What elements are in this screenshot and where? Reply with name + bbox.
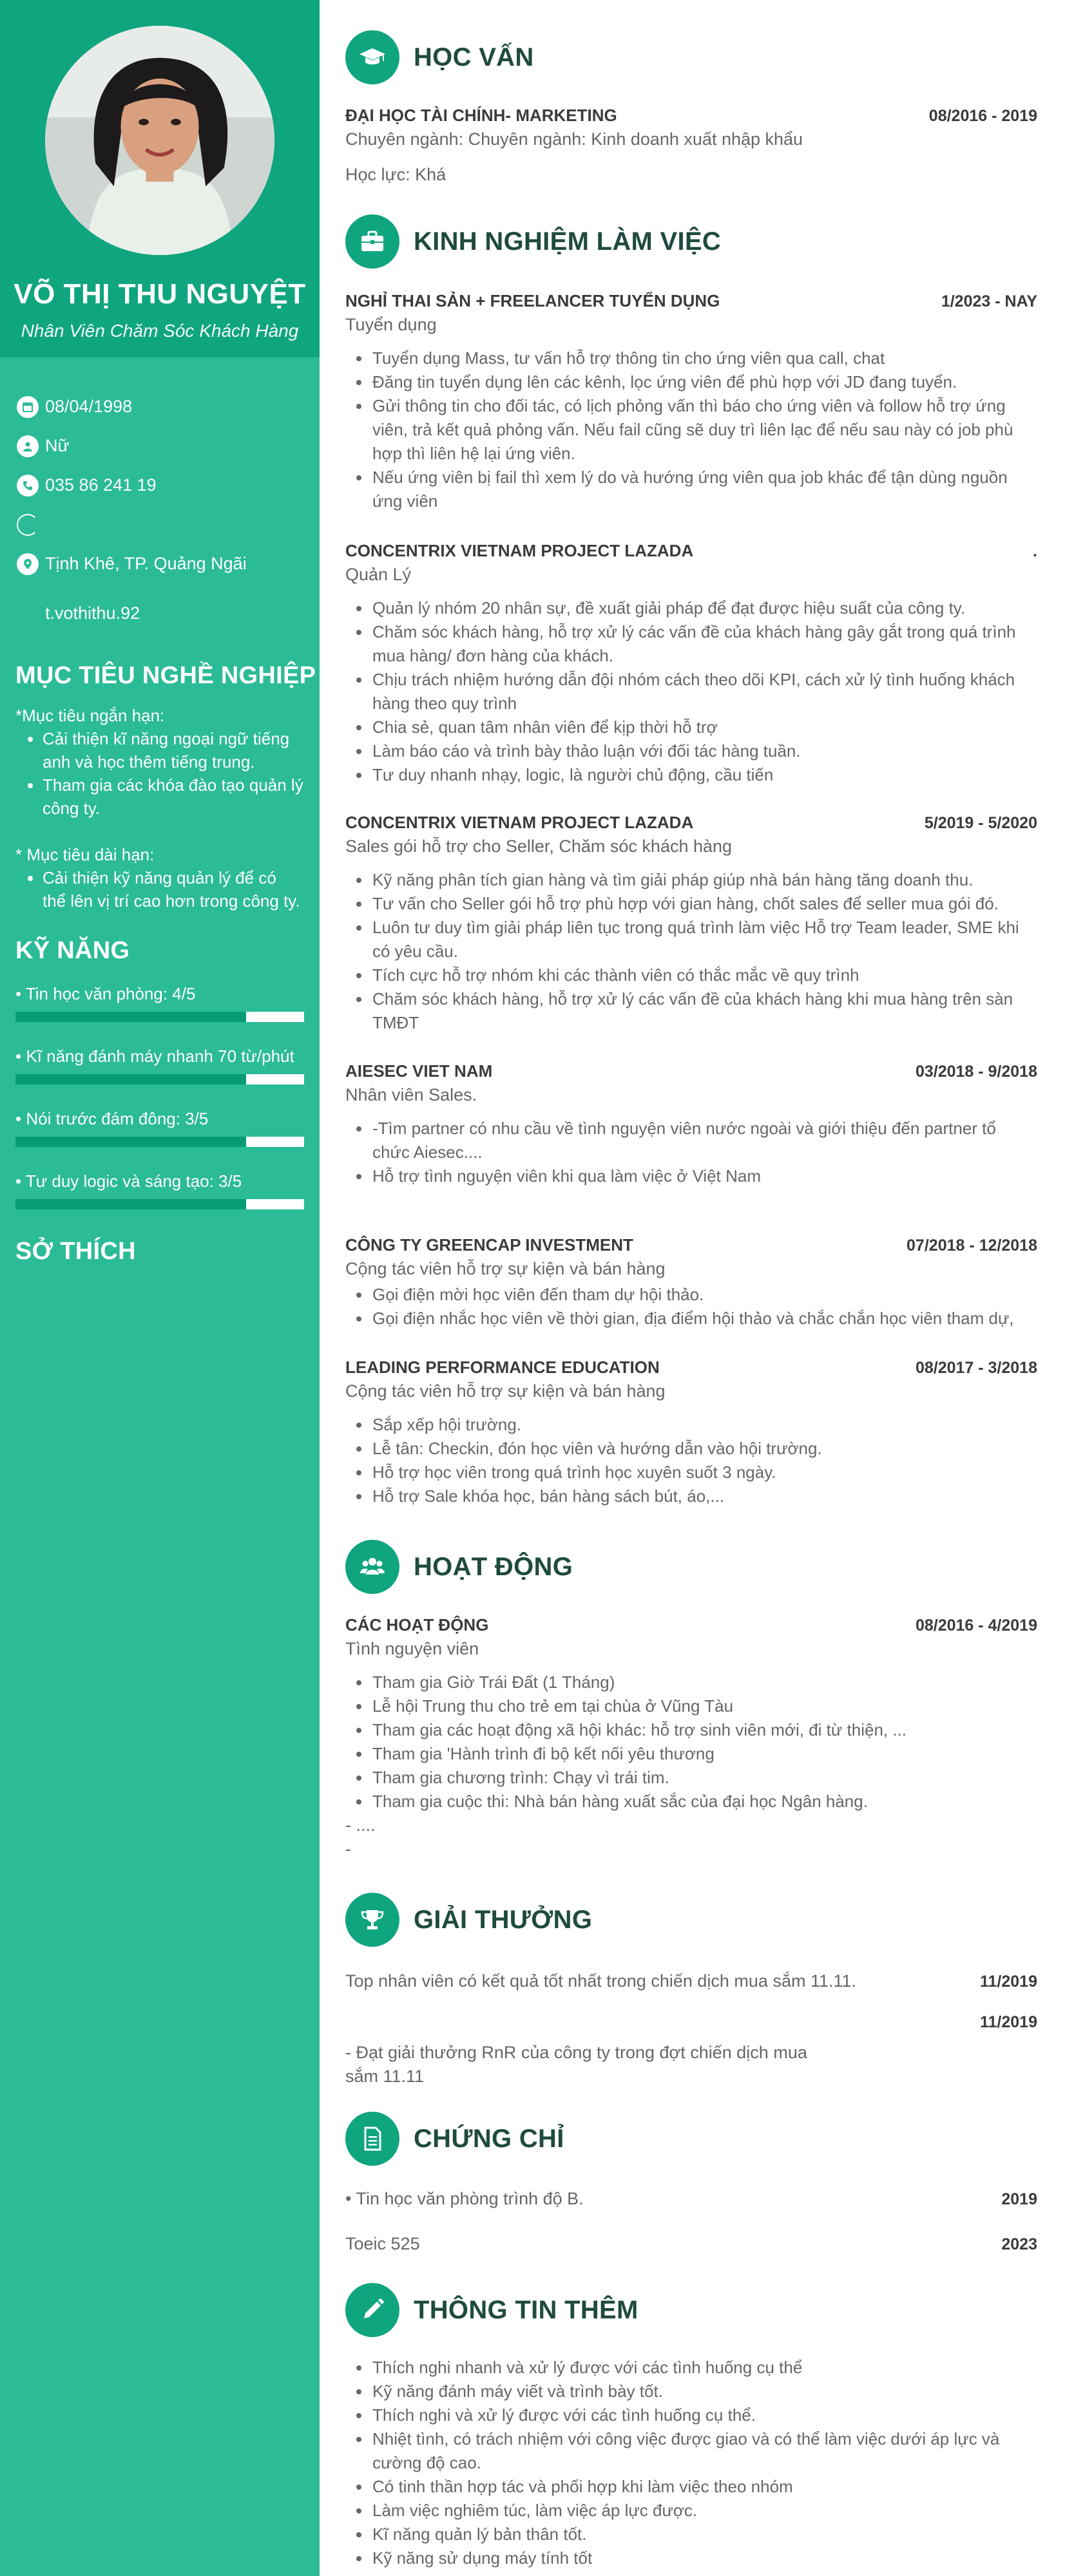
job-duties [345, 1117, 1037, 1188]
list-item: • Thích nghi và xử lý được với các tình huống cụ thể. [371, 2403, 1037, 2427]
list-item: • Có tinh thần hợp tác và phối hợp khi làm việc theo nhóm [371, 2475, 1037, 2499]
job-role: Cộng tác viên hỗ trợ sự kiện và bán hàng [345, 1381, 666, 1401]
job-date: 07/2018 - 12/2018 [907, 1236, 1037, 1255]
job-role: Nhân viên Sales. [345, 1085, 477, 1104]
more-info-entry [345, 2344, 1037, 2570]
list-item: • Kỹ năng sử dụng máy tính tốt [371, 2546, 1037, 2570]
company-name: LEADING PERFORMANCE EDUCATION [345, 1358, 660, 1377]
hobbies-heading: SỞ THÍCH [15, 1238, 136, 1265]
award-text: Top nhân viên có kết quả tốt nhất trong chiến dịch mua sắm 11.11. [345, 1971, 857, 1991]
skill-bar [15, 1012, 304, 1022]
education-heading: HỌC VẤN [414, 43, 534, 71]
experience-heading: KINH NGHIỆM LÀM VIỆC [414, 227, 722, 256]
avatar-photo [45, 26, 274, 255]
trophy-icon [345, 1893, 399, 1947]
certificate-date: 2019 [1001, 2190, 1037, 2208]
list-item: • Gửi thông tin cho đối tác, có lịch phỏng vấn thì báo cho ứng viên và follow hỗ trợ ứng viên, trả kết quả phỏng vấn. Nếu fail cũng sẽ duy trì liên lạc để nếu sau này có job phù hợp thì liên hệ lại ứng viên. [371, 394, 1037, 466]
contact-address [17, 544, 320, 583]
list-item: • Chia sẻ, quan tâm nhân viên để kịp thời hỗ trợ [371, 715, 1037, 739]
skills-list [0, 965, 320, 1209]
list-item: • Chịu trách nhiệm hướng dẫn đội nhóm cách theo dõi KPI, cách xử lý tình huống khách hàng theo quy trình [371, 668, 1037, 715]
more-info-list [345, 2356, 1037, 2570]
list-item: • -Tìm partner có nhu cầu về tình nguyện viên nước ngoài và giới thiệu đến partner tổ chức Aiesec.... [371, 1117, 1037, 1164]
company-name: CONCENTRIX VIETNAM PROJECT LAZADA [345, 813, 694, 832]
list-item: • Luôn tư duy tìm giải pháp liên tục trong quá trình làm việc Hỗ trợ Team leader, SME khi có yêu cầu. [371, 916, 1037, 963]
list-item: • Đăng tin tuyển dụng lên các kênh, lọc ứng viên để phù hợp với JD đang tuyển. [371, 370, 1037, 394]
job-role: Tuyển dụng [345, 315, 437, 334]
activity-tail: - .... [345, 1815, 376, 1835]
skill-bar [15, 1199, 304, 1209]
dob-value: 08/04/1998 [45, 397, 133, 416]
list-item: • Lễ tân: Checkin, đón học viên và hướng dẫn vào hội trường. [371, 1437, 1037, 1461]
skill-bar-fill [15, 1074, 246, 1084]
list-item: • Tham gia 'Hành trình đi bộ kết nối yêu thương [371, 1742, 1037, 1766]
phone-value[interactable]: 035 86 241 19 [45, 475, 157, 495]
list-item: • Chăm sóc khách hàng, hỗ trợ xử lý các vấn đề của khách hàng gây gắt trong quá trình mua hàng/ đơn hàng của khách. [371, 620, 1037, 668]
job-date: . [1033, 542, 1037, 560]
list-item: • Làm việc nghiêm túc, làm việc áp lực được. [371, 2499, 1037, 2523]
skill-name: • Kĩ năng đánh máy nhanh 70 từ/phút [15, 1046, 294, 1066]
certificate-entry [345, 2232, 1037, 2256]
list-item: • Nhiệt tình, có trách nhiệm với công việc được giao và có thể làm việc dưới áp lực và cường độ cao. [371, 2427, 1037, 2475]
education-date: 08/2016 - 2019 [928, 107, 1037, 125]
skill-name: • Tư duy logic và sáng tạo: 3/5 [15, 1171, 242, 1191]
graduation-cap-icon [345, 30, 399, 84]
email-icon [17, 514, 39, 536]
list-item: • Tham gia các hoạt động xã hội khác: hỗ trợ sinh viên mới, đi từ thiện, ... [371, 1718, 1037, 1742]
job-entry [345, 1358, 1037, 1508]
job-role: Quản Lý [345, 565, 412, 584]
awards-section [345, 1891, 1037, 1949]
activity-list [345, 1671, 1037, 1814]
job-duties [345, 1413, 1037, 1508]
company-name: CONCENTRIX VIETNAM PROJECT LAZADA [345, 541, 694, 560]
long-term-list [15, 866, 304, 913]
skill-bar [15, 1137, 304, 1147]
company-name: CÔNG TY GREENCAP INVESTMENT [345, 1235, 633, 1255]
activity-role: Tình nguyện viên [345, 1639, 479, 1658]
award-entry [345, 2013, 1037, 2088]
job-duties [345, 1283, 1037, 1331]
calendar-icon [17, 396, 39, 418]
awards-heading: GIẢI THƯỞNG [414, 1905, 593, 1934]
job-date: 03/2018 - 9/2018 [915, 1063, 1037, 1081]
job-duties [345, 868, 1037, 1035]
list-item: • Kĩ năng quản lý bản thân tốt. [371, 2523, 1037, 2546]
company-name: NGHỈ THAI SẢN + FREELANCER TUYỂN DỤNG [345, 291, 720, 310]
skill-item [15, 1046, 304, 1084]
school-name: ĐẠI HỌC TÀI CHÍNH- MARKETING [345, 106, 617, 125]
list-item: • Thích nghi nhanh và xử lý được với các tình huống cụ thể [371, 2356, 1037, 2380]
list-item: • Hỗ trợ Sale khóa học, bán hàng sách bút, áo,... [371, 1484, 1037, 1508]
short-term-label: *Mục tiêu ngắn hạn: [15, 706, 165, 725]
list-item: • Tham gia cuộc thi: Nhà bán hàng xuất sắc của đại học Ngân hàng. [371, 1790, 1037, 1814]
list-item: • Hỗ trợ tình nguyện viên khi qua làm việc ở Việt Nam [371, 1164, 1037, 1188]
contact-gender [17, 426, 320, 466]
list-item: • Gọi điện nhắc học viên về thời gian, địa điểm hội thảo và chắc chắn học viên tham dự, [371, 1307, 1037, 1331]
contact-email [17, 505, 320, 544]
pencil-icon [345, 2283, 399, 2337]
certificate-entry [345, 2187, 1037, 2211]
list-item: • Tuyển dụng Mass, tư vấn hỗ trợ thông tin cho ứng viên qua call, chat [371, 346, 1037, 370]
list-item: • Hỗ trợ học viên trong quá trình học xuyên suốt 3 ngày. [371, 1461, 1037, 1484]
job-entry [345, 541, 1037, 787]
list-item: • Gọi điện mời học viên đến tham dự hội thảo. [371, 1283, 1037, 1307]
list-item: • Cải thiện kỹ năng quản lý để có thể lên vị trí cao hơn trong công ty. [43, 866, 304, 913]
certificate-text: • Tin học văn phòng trình độ B. [345, 2189, 584, 2208]
list-item: • Nếu ứng viên bị fail thì xem lý do và hướng ứng viên qua job khác để tận dùng nguồn ứng viên [371, 466, 1037, 513]
education-section [345, 28, 1037, 86]
skill-item [15, 1109, 304, 1147]
job-date: 5/2019 - 5/2020 [924, 814, 1037, 832]
list-item: • Tham gia Giờ Trái Đất (1 Tháng) [371, 1671, 1037, 1694]
education-entry [345, 106, 1037, 185]
sidebar [0, 0, 320, 2576]
certificates-section [345, 2110, 1037, 2168]
list-item: • Tư vấn cho Seller gói hỗ trợ phù hợp với gian hàng, chốt sales để seller mua gói đó. [371, 892, 1037, 916]
job-role: Sales gói hỗ trợ cho Seller, Chăm sóc khách hàng [345, 837, 733, 856]
job-role: Cộng tác viên hỗ trợ sự kiện và bán hàng [345, 1259, 666, 1278]
activity-name: CÁC HOẠT ĐỘNG [345, 1615, 489, 1634]
job-duties [345, 596, 1037, 787]
skill-bar-fill [15, 1012, 246, 1022]
address-value: Tịnh Khê, TP. Quảng Ngãi [45, 554, 247, 573]
more-info-heading: THÔNG TIN THÊM [414, 2295, 638, 2324]
activity-entry [345, 1615, 1037, 1861]
contact-phone [17, 466, 320, 505]
list-item: • Sắp xếp hội trường. [371, 1413, 1037, 1437]
objective-block [0, 690, 320, 913]
activities-heading: HOẠT ĐỘNG [414, 1552, 573, 1581]
job-date: 08/2017 - 3/2018 [915, 1359, 1037, 1377]
job-entry [345, 813, 1037, 1035]
job-duties [345, 346, 1037, 513]
certificates-heading: CHỨNG CHỈ [414, 2124, 564, 2153]
skill-item [15, 984, 304, 1022]
users-icon [345, 1540, 399, 1594]
list-item: • Cải thiện kĩ năng ngoại ngữ tiếng anh và học thêm tiếng trung. [43, 727, 304, 773]
map-pin-icon [17, 553, 39, 575]
experience-section [345, 213, 1037, 270]
award-text: - Đạt giải thưởng RnR của công ty trong đợt chiến dịch mua sắm 11.11 [345, 2043, 807, 2086]
activity-date: 08/2016 - 4/2019 [915, 1616, 1037, 1634]
avatar [45, 26, 274, 255]
activity-tail: - [345, 1839, 351, 1859]
certificate-icon [345, 2112, 399, 2166]
award-date: 11/2019 [980, 2013, 1037, 2031]
activities-section [345, 1538, 1037, 1596]
skill-name: • Tin học văn phòng: 4/5 [15, 984, 196, 1003]
job-entry [345, 1061, 1037, 1188]
list-item: • Lễ hội Trung thu cho trẻ em tại chùa ở Vũng Tàu [371, 1694, 1037, 1718]
skill-bar [15, 1074, 304, 1084]
list-item: • Kỹ năng đánh máy viết và trình bày tốt. [371, 2380, 1037, 2403]
certificate-date: 2023 [1001, 2235, 1037, 2253]
objective-heading: MỤC TIÊU NGHỀ NGHIỆP [15, 662, 316, 689]
website-value[interactable]: t.vothithu.92 [45, 603, 140, 623]
education-grade: Học lực: Khá [345, 165, 446, 184]
skill-item [15, 1171, 304, 1209]
job-entry [345, 1235, 1037, 1331]
award-date: 11/2019 [980, 1973, 1037, 1991]
list-item: • Kỹ năng phân tích gian hàng và tìm giải pháp giúp nhà bán hàng tăng doanh thu. [371, 868, 1037, 892]
contact-dob [17, 387, 320, 426]
contact-website [17, 583, 320, 636]
user-icon [17, 435, 39, 457]
list-item: • Tham gia các khóa đào tạo quản lý công ty. [43, 773, 304, 820]
award-entry [345, 1969, 1037, 1993]
company-name: AIESEC VIET NAM [345, 1061, 493, 1081]
list-item: • Tích cực hỗ trợ nhóm khi các thành viên có thắc mắc về quy trình [371, 963, 1037, 987]
short-term-list [15, 727, 304, 820]
skill-name: • Nói trước đám đông: 3/5 [15, 1109, 209, 1128]
skill-bar-fill [15, 1199, 246, 1209]
job-entry [345, 291, 1037, 513]
job-title: Nhân Viên Chăm Sóc Khách Hàng [21, 321, 299, 341]
list-item: • Tham gia chương trình: Chạy vì trái tim. [371, 1766, 1037, 1790]
contact-list [0, 357, 320, 636]
more-info-section [345, 2281, 1037, 2339]
list-item: • Tư duy nhanh nhạy, logic, là người chủ động, cầu tiến [371, 763, 1037, 787]
long-term-label: * Mục tiêu dài hạn: [15, 845, 155, 864]
list-item: • Quản lý nhóm 20 nhân sự, đề xuất giải pháp để đạt được hiệu suất của công ty. [371, 596, 1037, 620]
education-major: Chuyên ngành: Chuyên ngành: Kinh doanh xuất nhập khẩu [345, 129, 803, 149]
certificate-text: Toeic 525 [345, 2234, 420, 2253]
phone-icon [17, 475, 39, 497]
job-date: 1/2023 - NAY [941, 292, 1037, 310]
skills-heading: KỸ NĂNG [15, 937, 130, 964]
briefcase-icon [345, 214, 399, 269]
profile-header [0, 0, 320, 357]
gender-value: Nữ [45, 436, 70, 455]
list-item: • Chăm sóc khách hàng, hỗ trợ xử lý các vấn đề của khách hàng khi mua hàng trên sàn TMĐT [371, 987, 1037, 1035]
skill-bar-fill [15, 1137, 246, 1147]
list-item: • Làm báo cáo và trình bày thảo luận với đối tác hàng tuần. [371, 739, 1037, 763]
full-name: VÕ THỊ THU NGUYỆT [14, 278, 306, 310]
